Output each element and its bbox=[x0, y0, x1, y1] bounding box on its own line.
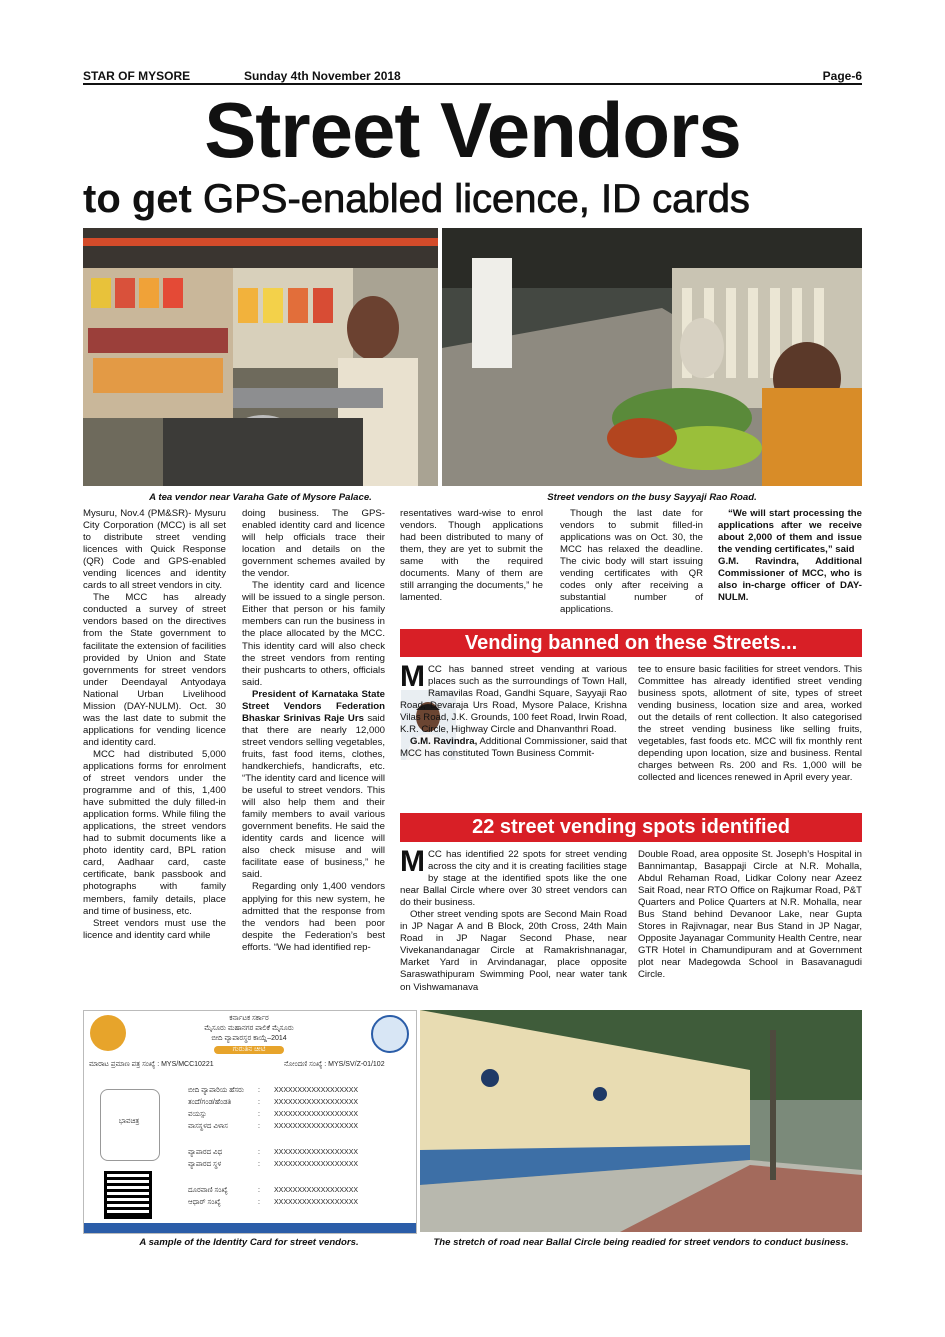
spots-para1-text: CC has identified 22 spots for street vending across the city and it is creating facilities stage by stage at the identified spots like the one near Ballal Circle where over 30 street vendors can do their business. bbox=[400, 849, 627, 909]
banned-right-para: tee to ensure basic facilities for street vendors. This Committee has already identified street vending business spots, allotment of site, types of street vending business, location size and area, worked out the details of rent collection. It also categorised the street vending business like selling fruits, vegetables, fast foods etc. MCC will fix monthly rent depending upon location, size and business. Rental charges between Rs. 200 and Rs. 1,000 will be collected and licences renewed in April every year. bbox=[638, 664, 862, 784]
card-field-value: XXXXXXXXXXXXXXXXXX bbox=[274, 1199, 359, 1206]
card-field-colon: : bbox=[258, 1149, 260, 1156]
card-bottom-stripe bbox=[84, 1223, 416, 1233]
banned-para2-text: Additional Commissioner, said that MCC has constituted Town Business Commit- bbox=[400, 736, 628, 760]
card-field-colon: : bbox=[258, 1111, 260, 1118]
banned-para2 bbox=[400, 736, 627, 760]
col1-para2: The MCC has already conducted a survey of street vendors based on the directives from the State government to facilitate the extension of facilities provided by Union and State governments for street vendors under Deendayal Antyodaya National Urban Livelihood Mission (DAY-NULM). Oct. 30 was the last date to submit the applications for vending licence and identity card. bbox=[83, 592, 226, 748]
card-photo-label: ಭಾವಚಿತ್ರ bbox=[118, 1118, 140, 1125]
banned-para1-text: CC has banned street vending at various places such as the surroundings of Town Hall, Ramavilas Road, Gandhi Square, Sayyaji Rao Road, Devaraja Urs Road, Mysore Palace, Krishna Vilas Road, J.K. Grounds, 100 feet Road, Irwin Road, K.R. Circle, Highway Circle and Dhanvanthri Road. bbox=[400, 664, 627, 736]
sayyaji-road-photo bbox=[442, 228, 862, 486]
article-col2 bbox=[242, 508, 385, 954]
col1-para3: MCC had distributed 5,000 applications forms for enrolment of street vendors under the programme and of this, 1,400 have submitted the duly filled-in application forms. While filing the applications, the street vendors had to submit documents like a photo identity card, BPL ration card, Aadhaar card, caste certificate, bank passbook and photographs with family members, family details, place and time of business, etc. bbox=[83, 748, 226, 917]
card-field-label: ಬೀದಿ ವ್ಯಾಪಾರಿಯ ಹೆಸರು bbox=[188, 1087, 244, 1094]
banned-title: Vending banned on these Streets... bbox=[400, 629, 862, 657]
spots-right-para: Double Road, area opposite St. Joseph’s Hospital in Bannimantap, Basappaji Circle at N.R. Mohalla, Abdul Rehaman Road, Lidkar Colony near Azeez Sait Road, near RTO Office on Rajkumar Road, P&T Quarters and Police Quarters at N.R. Mohalla, near Bus Stand behind Devanoor Lake, near Gupta Stores in Rajivnagar, near Bus Stand in JP Nagar, Opposite Jayanagar Community Health Centre, near GTR Hotel in Chamundipuram and at Government plot near Madegowda School in Basavanagudi Circle. bbox=[638, 849, 862, 981]
article-col3 bbox=[400, 508, 543, 604]
card-field-label: ವ್ಯಾಪಾರದ ಸ್ಥಳ bbox=[188, 1161, 222, 1168]
spots-drop-cap: M bbox=[400, 845, 425, 878]
col1-para4: Street vendors must use the licence and identity card while bbox=[83, 917, 226, 941]
spots-para2: Other street vending spots are Second Main Road in JP Nagar A and B Block, 20th Cross, 24th Main Road in JP Nagar Second Phase, near Vivekanandanagar Circle at Ramakrishnanagar, Market Yard in Arvindanagar, place opposite Saraswathipuram Swimming Pool, near water tank on Vishwamanava bbox=[400, 909, 627, 993]
article-col5 bbox=[718, 508, 862, 604]
id-card-image bbox=[83, 1010, 417, 1234]
card-field-value: XXXXXXXXXXXXXXXXXX bbox=[274, 1099, 359, 1106]
card-field-label: ದೂರವಾಣಿ ಸಂಖ್ಯೆ bbox=[188, 1187, 228, 1194]
col5-quote: “We will start processing the applications after we receive about 2,000 of them and issue the vending certificates,” said bbox=[718, 508, 862, 556]
card-field-value: XXXXXXXXXXXXXXXXXX bbox=[274, 1123, 359, 1130]
col2-para3 bbox=[242, 689, 385, 882]
spots-para1 bbox=[400, 845, 627, 909]
id-card-caption: A sample of the Identity Card for street vendors. bbox=[139, 1237, 359, 1248]
col2-para3-text: said that there are nearly 12,000 street vendors selling vegetables, fruits, fast food items, clothes, handkerchiefs, handicrafts, etc. “The identity card and licence will be useful to street vendors. This will also help them and their family members to avail various government benefits. He said the identity cards and licence will also check misuse and will facilitate ease of business,” he said. bbox=[242, 712, 385, 881]
card-field-colon: : bbox=[258, 1161, 260, 1168]
banned-para1 bbox=[400, 660, 627, 736]
card-field-label: ವ್ಯಾಪಾರದ ವಿಧ bbox=[188, 1149, 223, 1156]
card-act: ಬೀದಿ ವ್ಯಾಪಾರಸ್ಥರ ಕಾಯ್ದೆ–2014 bbox=[211, 1035, 287, 1042]
corporation-logo-icon bbox=[371, 1015, 409, 1053]
banned-drop-cap: M bbox=[400, 660, 425, 693]
card-field-colon: : bbox=[258, 1099, 260, 1106]
spots-right-text bbox=[638, 849, 862, 982]
card-field-value: XXXXXXXXXXXXXXXXXX bbox=[274, 1187, 359, 1194]
banned-right-text bbox=[638, 664, 862, 784]
paper-name: STAR OF MYSORE bbox=[83, 69, 191, 83]
spots-left-text bbox=[400, 845, 627, 994]
article-col1 bbox=[83, 508, 226, 942]
sayyaji-road-caption: Street vendors on the busy Sayyaji Rao Road. bbox=[547, 492, 757, 503]
ballal-road-photo bbox=[420, 1010, 862, 1232]
card-corp: ಮೈಸೂರು ಮಹಾನಗರ ಪಾಲಿಕೆ ಮೈಸೂರು bbox=[204, 1025, 294, 1032]
card-field-value: XXXXXXXXXXXXXXXXXX bbox=[274, 1149, 359, 1156]
federation-president: President of Karnataka State Street Vendors Federation Bhaskar Srinivas Raje Urs bbox=[242, 688, 385, 724]
headline-sub bbox=[83, 176, 862, 222]
banned-officer-name: G.M. Ravindra, bbox=[410, 736, 478, 748]
state-emblem-icon bbox=[90, 1015, 126, 1051]
card-field-colon: : bbox=[258, 1187, 260, 1194]
headline-sub-bold: to get bbox=[83, 177, 192, 221]
col4-para1: Though the last date for vendors to submit filled-in applications was on Oct. 30, the MCC has relaxed the deadline. The civic body will start issuing vending certificates with QR codes only after receiving a substantial number of applications. bbox=[560, 508, 703, 616]
road-caption: The stretch of road near Ballal Circle being readied for street vendors to conduct business. bbox=[433, 1237, 849, 1248]
card-reg: ನೋಂದಣಿ ಸಂಖ್ಯೆ : MYS/SV/Z-01/102 bbox=[284, 1061, 385, 1068]
qr-code-icon bbox=[104, 1171, 152, 1219]
card-field-colon: : bbox=[258, 1123, 260, 1130]
col2-para4: Regarding only 1,400 vendors applying for this new system, he admitted that the response from the vendors had been poor despite the Federation’s best efforts. “We had identified rep- bbox=[242, 881, 385, 953]
card-number: ಮಾರಾಟ ಪ್ರಮಾಣ ಪತ್ರ ಸಂಖ್ಯೆ : MYS/MCC10221 bbox=[89, 1061, 214, 1068]
card-field-label: ಆಧಾರ್ ಸಂಖ್ಯೆ bbox=[188, 1199, 221, 1206]
card-field-label: ವಾಸಸ್ಥಳದ ವಿಳಾಸ bbox=[188, 1123, 228, 1130]
header-rule bbox=[83, 83, 862, 85]
card-field-colon: : bbox=[258, 1199, 260, 1206]
headline-main: Street Vendors bbox=[204, 86, 741, 174]
col3-para1: resentatives ward-wise to enrol vendors. Though applications had been distributed to many of them, they are yet to submit the same with the required documents. Many of them are still arranging the documents,” he lamented. bbox=[400, 508, 543, 604]
col2-para2: The identity card and licence will be issued to a single person. Either that person or his family members can run the business in the place allocated by the MCC. This identity card will also check the street vendors from renting their pushcarts to others, officials said. bbox=[242, 580, 385, 688]
card-field-label: ತಂದೆ/ಗಂಡ/ಹೆಂಡತಿ bbox=[188, 1099, 232, 1106]
card-gov: ಕರ್ನಾಟಕ ಸರ್ಕಾರ bbox=[229, 1015, 269, 1022]
card-field-colon: : bbox=[258, 1087, 260, 1094]
banned-left-text bbox=[400, 660, 628, 760]
card-field-value: XXXXXXXXXXXXXXXXXX bbox=[274, 1087, 359, 1094]
col5-name: G.M. Ravindra, Additional Commissioner of MCC, who is also in-charge officer of DAY-NULM. bbox=[718, 556, 862, 604]
headline-sub-rest: GPS-enabled licence, ID cards bbox=[203, 177, 750, 221]
card-field-value: XXXXXXXXXXXXXXXXXX bbox=[274, 1161, 359, 1168]
card-field-label: ವಯಸ್ಸು bbox=[188, 1111, 207, 1118]
spots-title: 22 street vending spots identified bbox=[400, 813, 862, 842]
col1-para1: Mysuru, Nov.4 (PM&SR)- Mysuru City Corporation (MCC) is all set to distribute street vending licences with Quick Response (QR) Code and GPS-enabled vending licences and identity cards to all street vendors in city. bbox=[83, 508, 226, 592]
article-col4 bbox=[560, 508, 703, 616]
col2-para1: doing business. The GPS-enabled identity card and licence will help officials trace their location and details on the government schemes availed by the vendor. bbox=[242, 508, 385, 580]
tea-vendor-caption: A tea vendor near Varaha Gate of Mysore Palace. bbox=[149, 492, 372, 503]
card-badge: ಗುರುತಿನ ಚೀಟಿ bbox=[214, 1046, 284, 1054]
page-number: Page-6 bbox=[822, 69, 862, 83]
tea-vendor-photo bbox=[83, 228, 438, 486]
issue-date: Sunday 4th November 2018 bbox=[244, 69, 401, 83]
card-field-value: XXXXXXXXXXXXXXXXXX bbox=[274, 1111, 359, 1118]
